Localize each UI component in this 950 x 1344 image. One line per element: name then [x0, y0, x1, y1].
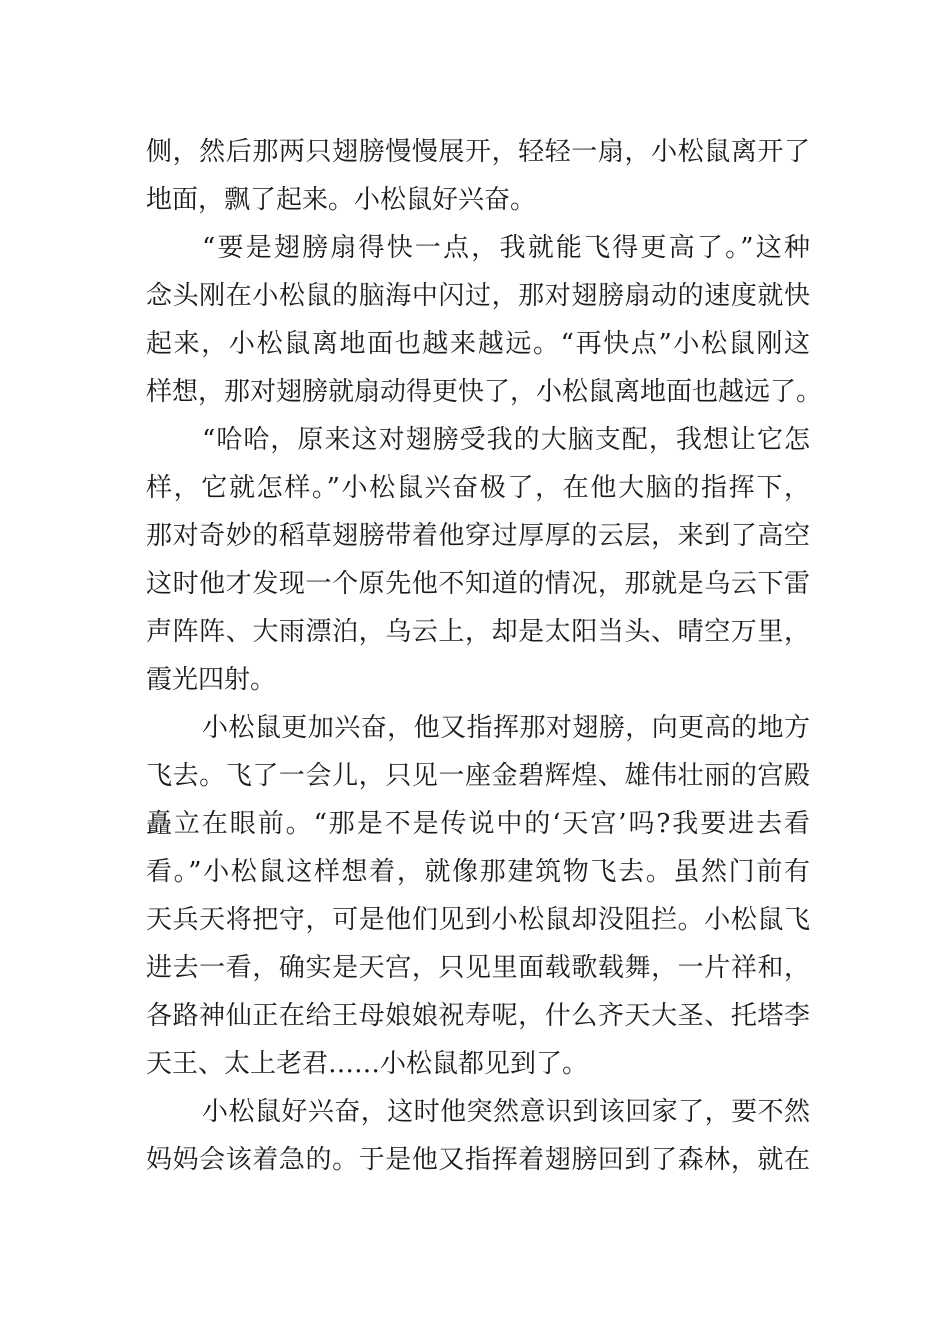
- text-line: 小松鼠好兴奋，这时他突然意识到该回家了，要不然: [202, 1097, 810, 1127]
- text-line: 样，它就怎样。”小松鼠兴奋极了，在他大脑的指挥下，: [146, 473, 810, 503]
- text-line: 小松鼠更加兴奋，他又指挥那对翅膀，向更高的地方: [202, 713, 810, 743]
- text-line: 地面，飘了起来。小松鼠好兴奋。: [146, 185, 537, 215]
- text-line: 妈妈会该着急的。于是他又指挥着翅膀回到了森林，就在: [146, 1145, 810, 1175]
- text-line: 天王、太上老君……小松鼠都见到了。: [146, 1049, 589, 1079]
- body-text: [146, 128, 823, 1184]
- text-line: 这时他才发现一个原先他不知道的情况，那就是乌云下雷: [146, 569, 810, 599]
- text-line: 矗立在眼前。“那是不是传说中的‘天宫’吗?我要进去看: [146, 809, 810, 839]
- text-line: “哈哈，原来这对翅膀受我的大脑支配，我想让它怎: [202, 425, 810, 455]
- text-line: 起来，小松鼠离地面也越来越远。“再快点”小松鼠刚这: [146, 329, 810, 359]
- text-line: 侧，然后那两只翅膀慢慢展开，轻轻一扇，小松鼠离开了: [146, 137, 810, 167]
- text-line: 看。”小松鼠这样想着，就像那建筑物飞去。虽然门前有: [146, 857, 810, 887]
- text-line: “要是翅膀扇得快一点，我就能飞得更高了。”这种: [202, 233, 810, 263]
- text-line: 天兵天将把守，可是他们见到小松鼠却没阻拦。小松鼠飞: [146, 905, 810, 935]
- text-line: 飞去。飞了一会儿，只见一座金碧辉煌、雄伟壮丽的宫殿: [146, 761, 810, 791]
- text-line: 那对奇妙的稻草翅膀带着他穿过厚厚的云层，来到了高空: [146, 521, 810, 551]
- text-line: 进去一看，确实是天宫，只见里面载歌载舞，一片祥和，: [146, 953, 810, 983]
- text-line: 各路神仙正在给王母娘娘祝寿呢，什么齐天大圣、托塔李: [146, 1001, 810, 1031]
- text-line: 霞光四射。: [146, 665, 277, 695]
- text-line: 样想，那对翅膀就扇动得更快了，小松鼠离地面也越远了。: [146, 377, 823, 407]
- text-line: 念头刚在小松鼠的脑海中闪过，那对翅膀扇动的速度就快: [146, 281, 810, 311]
- text-line: 声阵阵、大雨漂泊，乌云上，却是太阳当头、晴空万里，: [146, 617, 810, 647]
